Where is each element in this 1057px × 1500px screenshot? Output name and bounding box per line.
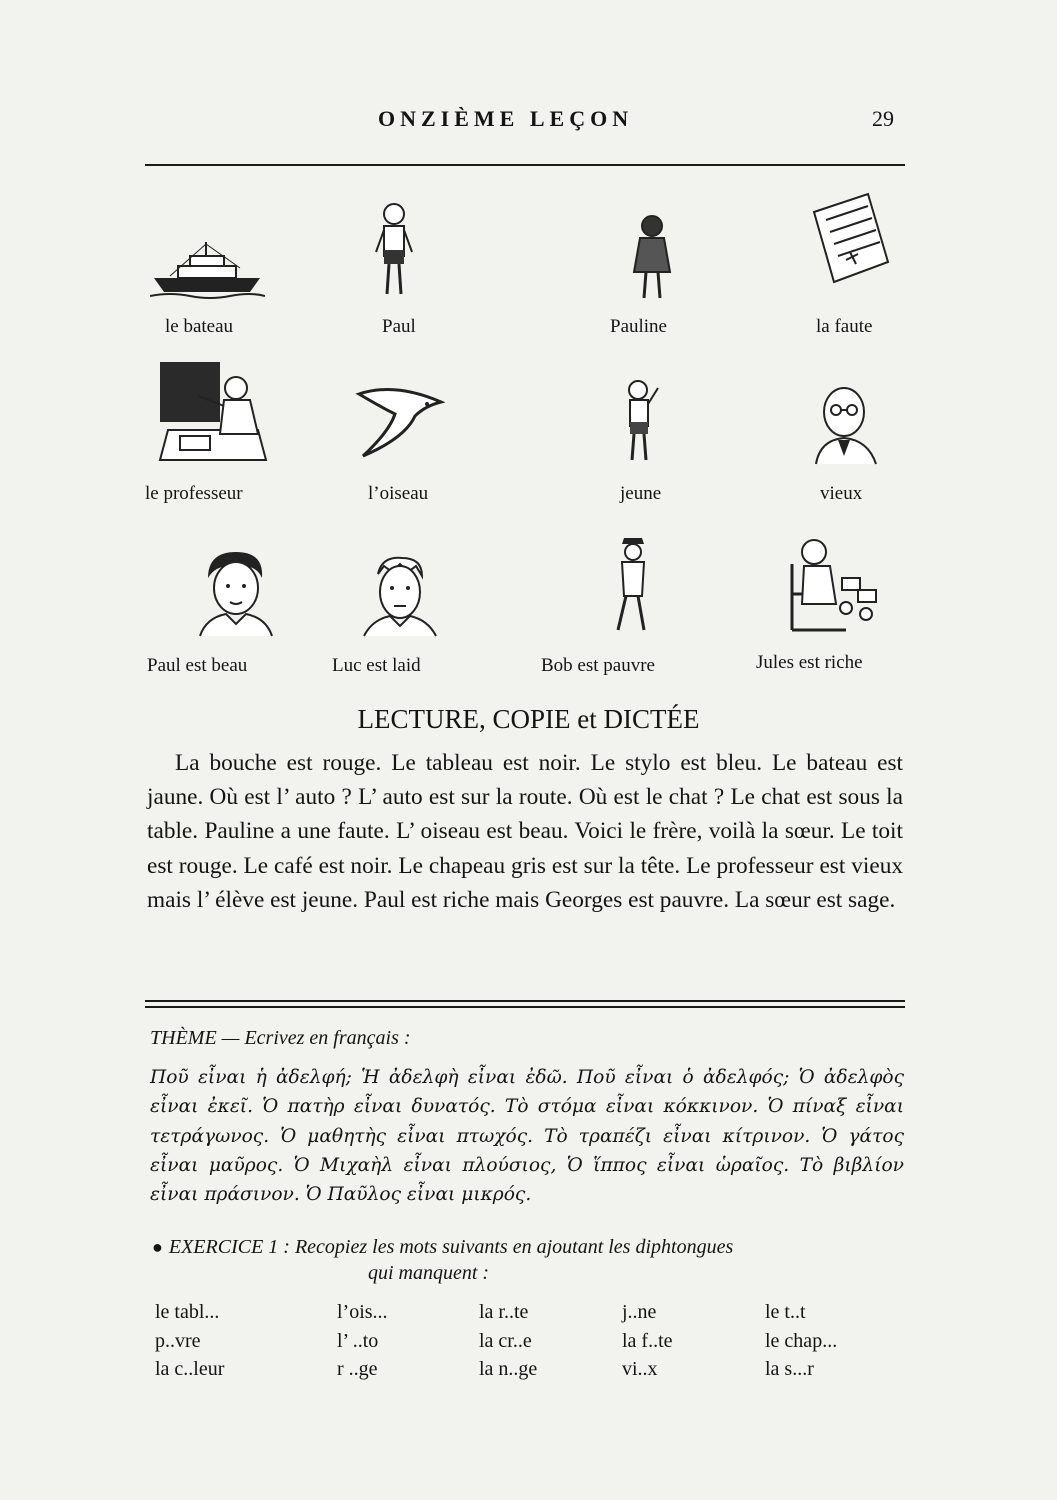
exercise-heading-line2: qui manquent : — [368, 1262, 490, 1284]
page-header-title: ONZIÈME LEÇON — [378, 106, 634, 131]
paper-icon — [806, 190, 896, 290]
double-rule-bottom — [145, 1006, 905, 1008]
handsome-boy-icon — [196, 548, 276, 638]
vocab-label-luc-laid: Luc est laid — [332, 655, 421, 676]
exercise-word: la s...r — [765, 1358, 814, 1380]
exercise-word: le chap... — [765, 1330, 838, 1352]
exercise-word: la cr..e — [479, 1330, 532, 1352]
header-rule — [145, 164, 905, 166]
exercise-word: la r..te — [479, 1301, 529, 1323]
vocab-label-professeur: le professeur — [145, 483, 243, 504]
young-boy-icon — [618, 378, 663, 464]
poor-man-icon — [608, 534, 658, 634]
reading-text: La bouche est rouge. Le tableau est noir. Le stylo est bleu. Le bateau est jaune. Où est l’ auto ? L’ auto est sur la route. Où est le chat ? Le chat est sous la table. Pauline a une faute. L’ oiseau est beau. Voici le frère, voilà la sœur. Le toit est rouge. Le café est noir. Le chapeau gris est sur la tête. Le professeur est vieux mais l’ élève est jeune. Paul est riche mais Georges est pauvre. La sœur est sage. — [147, 750, 903, 913]
exercise-word: la n..ge — [479, 1358, 538, 1380]
exercise-word: le t..t — [765, 1301, 806, 1323]
old-man-icon — [806, 384, 886, 466]
girl-icon — [630, 212, 675, 302]
ugly-boy-icon — [360, 552, 440, 638]
page-number: 29 — [872, 106, 894, 131]
vocab-label-vieux: vieux — [820, 483, 863, 504]
theme-text: Ποῦ εἶναι ἡ ἀδελφή; Ἡ ἀδελφὴ εἶναι ἐδῶ. Ποῦ εἶναι ὁ ἀδελφός; Ὁ ἀδελφὸς εἶναι ἐκεῖ. Ὁ πατὴρ εἶναι δυνατός. Τὸ στόμα εἶναι κόκκινον. Ὁ πίναξ εἶναι τετράγωνος. Ὁ μαθητὴς εἶναι πτωχός. Τὸ τραπέζι εἶναι κίτρινον. Ὁ γάτος εἶναι μαῦρος. Ὁ Μιχαὴλ εἶναι πλούσιος, Ὁ ἵππος εἶναι ὡραῖος. Τὸ βιβλίον εἶναι πράσινον. Ὁ Παῦλος εἶναι μικρός. — [150, 1067, 904, 1206]
exercise-heading-line1: EXERCICE 1 : Recopiez les mots suivants en ajoutant les diphtongues — [168, 1236, 734, 1258]
exercise-word: l’ ..to — [337, 1330, 379, 1352]
vocab-label-faute: la faute — [816, 316, 873, 337]
exercise-word: l’ois... — [337, 1301, 388, 1323]
double-rule-top — [145, 1000, 905, 1002]
rich-man-icon — [786, 534, 886, 634]
exercise-word: la f..te — [622, 1330, 673, 1352]
vocab-label-jules-riche: Jules est riche — [756, 652, 863, 673]
exercise-word: r ..ge — [337, 1358, 378, 1380]
theme-heading — [150, 1027, 411, 1050]
exercise-word: la c..leur — [155, 1358, 225, 1380]
exercise-word: p..vre — [155, 1330, 201, 1352]
boy-icon — [372, 200, 417, 300]
exercise-word: le tabl... — [155, 1301, 220, 1323]
vocab-label-bob-pauvre: Bob est pauvre — [541, 655, 655, 676]
vocab-label-oiseau: l’oiseau — [368, 483, 429, 504]
exercise-heading — [152, 1233, 912, 1261]
vocab-label-bateau: le bateau — [165, 316, 234, 337]
bird-icon — [355, 382, 445, 462]
teacher-icon — [158, 360, 268, 472]
bullet-icon: ● — [152, 1237, 163, 1257]
exercise-word: j..ne — [622, 1301, 657, 1323]
exercise-word: vi..x — [622, 1358, 658, 1380]
vocab-label-pauline: Pauline — [610, 316, 667, 337]
vocab-label-paul: Paul — [382, 316, 416, 337]
vocab-label-paul-beau: Paul est beau — [147, 655, 248, 676]
section-title: LECTURE, COPIE et DICTÉE — [357, 704, 700, 734]
theme-heading-text: THÈME — Ecrivez en français : — [150, 1027, 411, 1049]
boat-icon — [150, 238, 265, 300]
vocab-label-jeune: jeune — [620, 483, 662, 504]
